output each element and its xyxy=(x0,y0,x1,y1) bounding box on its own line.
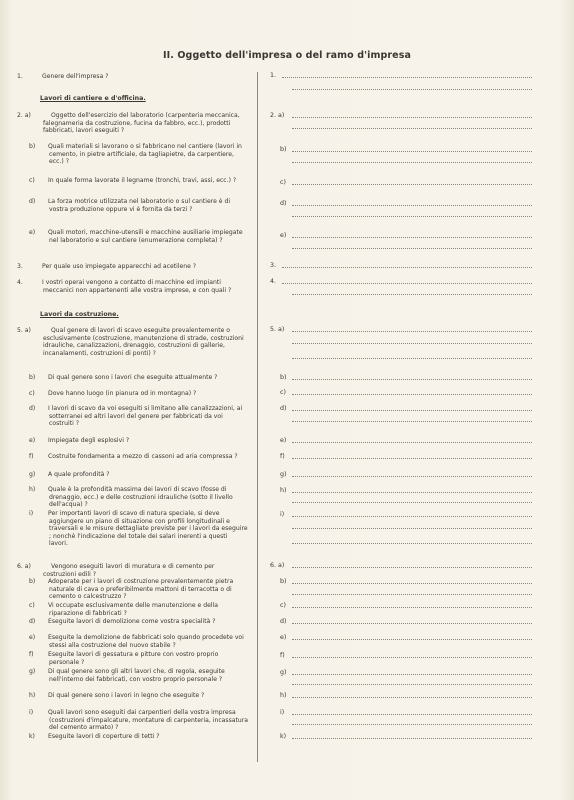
answer-line[interactable] xyxy=(292,358,532,359)
answer-line[interactable] xyxy=(292,89,532,90)
heading-costruzione: Lavori da costruzione. xyxy=(40,311,119,318)
answer-field-4[interactable]: 4. xyxy=(270,277,532,285)
heading-cantiere: Lavori di cantiere e d'officina. xyxy=(40,95,146,102)
answer-field-5g[interactable]: g) xyxy=(270,470,532,478)
answer-line[interactable] xyxy=(292,331,532,332)
answer-line[interactable] xyxy=(292,184,532,185)
answer-line[interactable] xyxy=(292,594,532,595)
answer-line[interactable] xyxy=(282,267,532,268)
answer-line[interactable] xyxy=(292,607,532,608)
answer-field-6k[interactable]: k) xyxy=(270,732,532,740)
answer-line[interactable] xyxy=(292,657,532,658)
question-5h: h) Quale è la profondità massima dei lavori di scavo (fosse di drenaggio, ecc.) e delle costruzioni idrauliche (sotto il livello dell'acqua) ? xyxy=(29,486,233,509)
answer-line[interactable] xyxy=(292,442,532,443)
question-2c: c) In quale forma lavorate il legname (tronchi, travi, assi, ecc.) ? xyxy=(29,177,237,184)
answer-line[interactable] xyxy=(292,684,532,685)
question-6c: c) Vi occupate esclusivamente delle manutenzione e della riparazione di fabbricati ? xyxy=(29,602,218,617)
question-5g: g) A quale profondità ? xyxy=(29,471,110,478)
answer-field-6c[interactable]: c) xyxy=(270,601,532,609)
question-4: 4. I vostri operai vengono a contatto di macchine ed impianti meccanici non appartenenti alle vostra imprese, e con quali ? xyxy=(17,279,232,294)
question-6k: k) Eseguite lavori di coperture di tetti ? xyxy=(29,733,160,740)
answer-line[interactable] xyxy=(292,583,532,584)
question-1: 1. Genere dell'impresa ? xyxy=(17,73,109,80)
question-5e: e) Impiegate degli esplosivi ? xyxy=(29,437,130,444)
question-2a: 2. a) Oggetto dell'esercizio del laboratorio (carpenteria meccanica, falegnameria da costruzione, fucina da fabbro, ecc.), prodotti fabbricati, lavori eseguiti ? xyxy=(17,112,240,135)
question-6e: e) Eseguite la demolizione de fabbricati solo quando procedete voi stessi alla costruzione del nuovo stabile ? xyxy=(29,634,244,649)
answer-line[interactable] xyxy=(292,528,532,529)
answer-line[interactable] xyxy=(292,724,532,725)
question-5a: 5. a) Qual genere di lavori di scavo eseguite prevalentemente o esclusivamente (costruzione, manutenzione di strade, costruzioni idrauliche, canalizzazioni, drenaggio, costruzioni di gallerie, incanalamenti, costruzioni di ponti) ? xyxy=(17,327,244,357)
answer-field-2c[interactable]: c) xyxy=(270,178,532,186)
question-6g: g) Di qual genere sono gli altri lavori che, di regola, eseguite nell'interno dei fabbricati, con vostro proprio personale ? xyxy=(29,668,225,683)
answer-line[interactable] xyxy=(292,567,532,568)
question-3: 3. Per quale uso impiegate apparecchi ad acetilene ? xyxy=(17,263,197,270)
answer-line[interactable] xyxy=(292,128,532,129)
answer-line[interactable] xyxy=(292,394,532,395)
answer-line[interactable] xyxy=(292,458,532,459)
question-6d: d) Eseguite lavori di demolizione come vostra specialità ? xyxy=(29,618,216,625)
answer-field-5a[interactable]: 5. a) xyxy=(270,325,532,333)
question-5c: c) Dove hanno luogo (in pianura od in montagna) ? xyxy=(29,390,197,397)
answer-line[interactable] xyxy=(292,421,532,422)
question-5i: i) Per importanti lavori di scavo di natura speciale, si deve aggiungere un piano di situazione con profili longitudinali e traversali e le misure dettagliate previste per i lavori da eseguire ; nonchè l'indicazione del totale dei salari inerenti a questi lavori. xyxy=(29,510,248,548)
section-title: II. Oggetto dell'impresa o del ramo d'impresa xyxy=(163,50,411,61)
question-2b: b) Quali materiali si lavorano o si fabbricano nel cantiere (lavori in cemento, in pietre artificiale, da tagliapietre, da carpentiere, ecc.) ? xyxy=(29,143,242,166)
answer-line[interactable] xyxy=(292,476,532,477)
question-5f: f) Costruite fondamenta a mezzo di cassoni ad aria compressa ? xyxy=(29,453,238,460)
answer-field-2d[interactable]: d) xyxy=(270,199,532,207)
answer-field-6g[interactable]: g) xyxy=(270,668,532,676)
answer-field-5d[interactable]: d) xyxy=(270,404,532,412)
answer-line[interactable] xyxy=(292,237,532,238)
question-5d: d) I lavori di scavo da voi eseguiti si limitano alle canalizzazioni, ai sotterranei ed altri lavori del genere per fabbricati da voi costruiti ? xyxy=(29,405,243,428)
answer-line[interactable] xyxy=(282,283,532,284)
answer-field-6i[interactable]: i) xyxy=(270,708,532,716)
answer-line[interactable] xyxy=(292,697,532,698)
answer-line[interactable] xyxy=(292,492,532,493)
answer-line[interactable] xyxy=(292,714,532,715)
answer-line[interactable] xyxy=(292,543,532,544)
answer-field-6h[interactable]: h) xyxy=(270,691,532,699)
answer-line[interactable] xyxy=(292,216,532,217)
answer-field-1[interactable]: 1. xyxy=(270,71,532,79)
answer-field-5f[interactable]: f) xyxy=(270,452,532,460)
answer-line[interactable] xyxy=(292,343,532,344)
answer-field-2b[interactable]: b) xyxy=(270,145,532,153)
question-6i: i) Quali lavori sono eseguiti dai carpentieri della vostra impresa (costruzioni d'impalcature, montature di carpenteria, incassatura del cemento armato) ? xyxy=(29,709,248,732)
column-divider xyxy=(257,72,258,762)
answer-field-5b[interactable]: b) xyxy=(270,373,532,381)
answer-line[interactable] xyxy=(292,248,532,249)
question-6f: f) Eseguite lavori di gessatura e pitture con vostro proprio personale ? xyxy=(29,651,219,666)
answer-line[interactable] xyxy=(292,294,532,295)
answer-line[interactable] xyxy=(292,117,532,118)
answer-line[interactable] xyxy=(292,674,532,675)
answer-field-5h[interactable]: h) xyxy=(270,486,532,494)
answer-field-3[interactable]: 3. xyxy=(270,261,532,269)
answer-line[interactable] xyxy=(292,379,532,380)
answer-field-5i[interactable]: i) xyxy=(270,510,532,518)
answer-line[interactable] xyxy=(292,639,532,640)
answer-line[interactable] xyxy=(292,502,532,503)
question-6b: b) Adoperate per i lavori di costruzione prevalentemente pietra naturale di cava o preferibilmente mattoni di terracotta o di cemento o calcestruzzo ? xyxy=(29,578,234,601)
answer-line[interactable] xyxy=(292,516,532,517)
answer-line[interactable] xyxy=(292,410,532,411)
question-2d: d) La forza motrice utilizzata nel laboratorio o sul cantiere è di vostra produzione oppure vi è fornita da terzi ? xyxy=(29,198,231,213)
answer-line[interactable] xyxy=(292,205,532,206)
answer-line[interactable] xyxy=(292,738,532,739)
question-2e: e) Quali motori, macchine-utensili e macchine ausiliarie impiegate nel laboratorio e sul cantiere (enumerazione completa) ? xyxy=(29,229,243,244)
answer-field-6b[interactable]: b) xyxy=(270,577,532,585)
answer-field-6a[interactable]: 6. a) xyxy=(270,561,532,569)
answer-line[interactable] xyxy=(292,623,532,624)
answer-field-6d[interactable]: d) xyxy=(270,617,532,625)
question-6a: 6. a) Vengono eseguiti lavori di muratura e di cemento per costruzioni edili ? xyxy=(17,563,215,578)
answer-line[interactable] xyxy=(282,77,532,78)
answer-field-6e[interactable]: e) xyxy=(270,633,532,641)
answer-field-5c[interactable]: c) xyxy=(270,388,532,396)
answer-field-2e[interactable]: e) xyxy=(270,231,532,239)
question-5b: b) Di qual genere sono i lavori che eseguite attualmente ? xyxy=(29,374,218,381)
answer-line[interactable] xyxy=(292,162,532,163)
answer-field-5e[interactable]: e) xyxy=(270,436,532,444)
answer-line[interactable] xyxy=(292,151,532,152)
answer-field-2a[interactable]: 2. a) xyxy=(270,111,532,119)
question-6h: h) Di qual genere sono i lavori in legno che eseguite ? xyxy=(29,692,205,699)
answer-field-6f[interactable]: f) xyxy=(270,651,532,659)
